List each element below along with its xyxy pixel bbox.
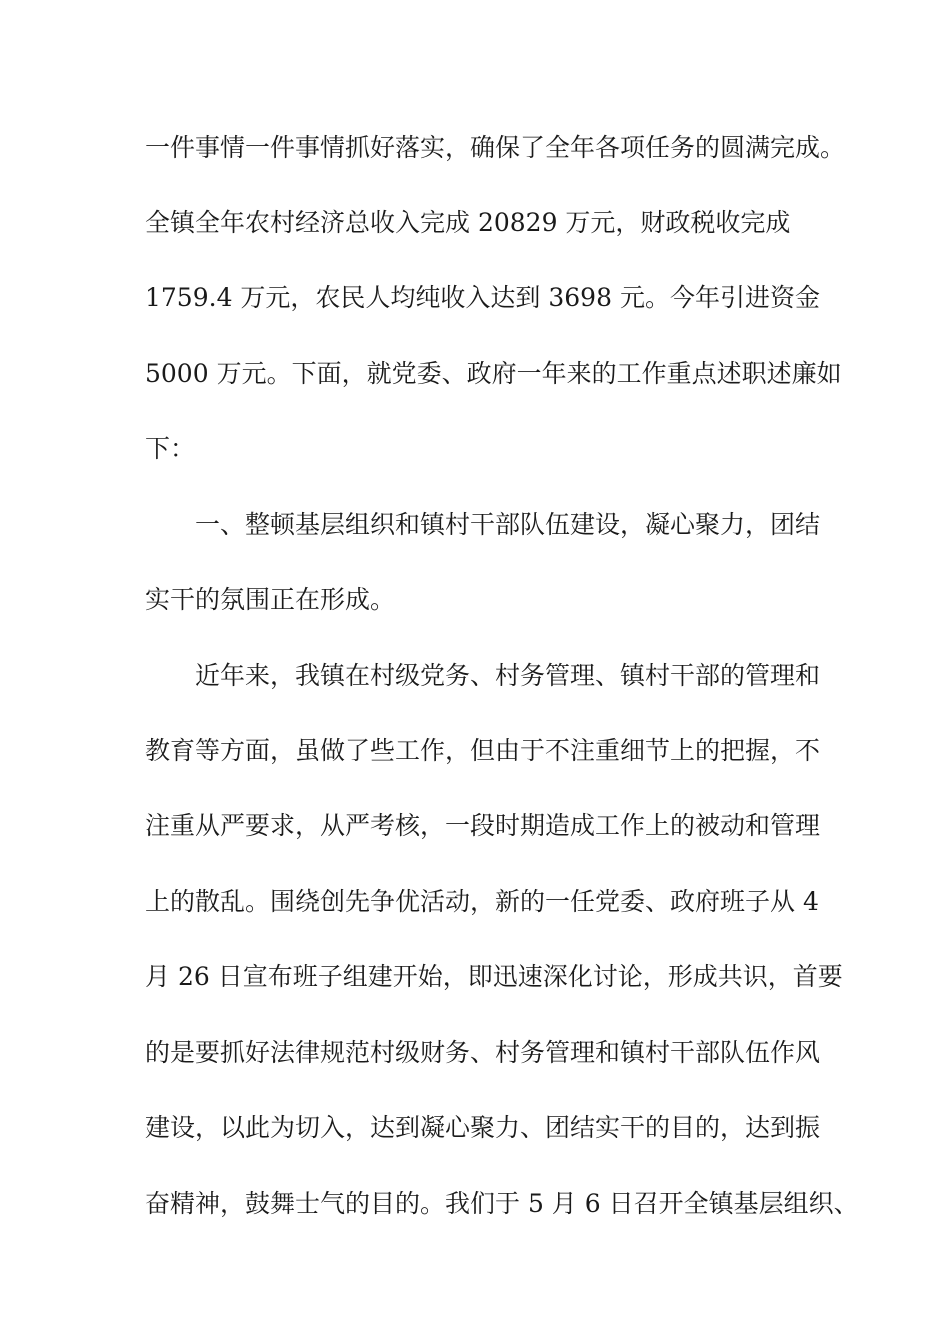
- text-line: 5000 万元。下面，就党委、政府一年来的工作重点述职述廉如: [145, 359, 842, 388]
- text-line: 奋精神，鼓舞士气的目的。我们于 5 月 6 日召开全镇基层组织、: [145, 1189, 859, 1218]
- text-line: 一件事情一件事情抓好落实，确保了全年各项任务的圆满完成。: [145, 133, 846, 162]
- paragraph-first-line: 近年来，我镇在村级党务、村务管理、镇村干部的管理和: [195, 661, 821, 690]
- text-line: 全镇全年农村经济总收入完成 20829 万元，财政税收完成: [145, 208, 791, 237]
- text-line: 建设，以此为切入，达到凝心聚力、团结实干的目的，达到振: [145, 1113, 821, 1142]
- section-heading-line: 一、整顿基层组织和镇村干部队伍建设，凝心聚力，团结: [195, 510, 821, 539]
- text-line: 下：: [145, 434, 196, 463]
- text-line: 1759.4 万元，农民人均纯收入达到 3698 元。今年引进资金: [145, 283, 820, 312]
- text-line: 的是要抓好法律规范村级财务、村务管理和镇村干部队伍作风: [145, 1038, 821, 1067]
- text-line: 上的散乱。围绕创先争优活动，新的一任党委、政府班子从 4: [145, 887, 819, 916]
- section-heading-line: 实干的氛围正在形成。: [145, 585, 396, 614]
- text-line: 教育等方面，虽做了些工作，但由于不注重细节上的把握，不: [145, 736, 821, 765]
- text-line: 注重从严要求，从严考核，一段时期造成工作上的被动和管理: [145, 811, 821, 840]
- text-line: 月 26 日宣布班子组建开始，即迅速深化讨论，形成共识，首要: [145, 962, 843, 991]
